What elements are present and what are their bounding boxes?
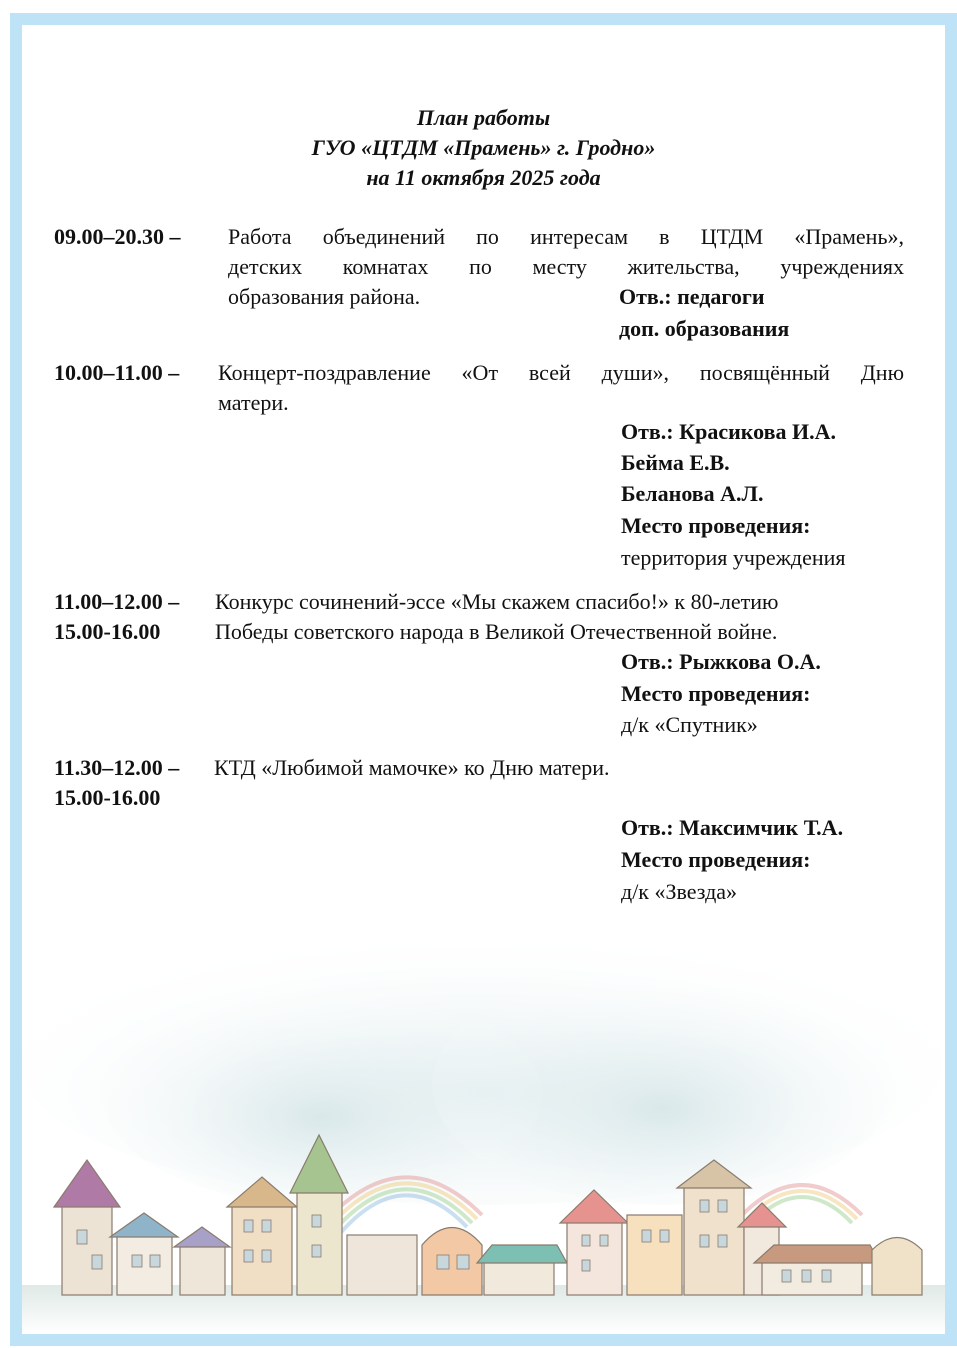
venue-label: Место проведения: [621,513,811,538]
title-line-2: ГУО «ЦТДМ «Прамень» г. Гродно» [311,135,656,160]
event-time: 09.00–20.30 – [54,224,181,249]
responsible: Отв.: Красикова И.А. [621,419,836,444]
venue-label: Место проведения: [621,847,811,872]
title-line-3: на 11 октября 2025 года [366,165,601,190]
responsible: Беланова А.Л. [621,481,764,506]
event-description: Концерт-поздравление «От всей души», посвящённый Дню [218,360,904,385]
venue-label: Место проведения: [621,681,811,706]
event-time: 10.00–11.00 – [54,360,180,385]
event-description: детских комнатах по месту жительства, учреждениях [228,254,904,279]
event-time: 11.00–12.00 – [54,589,180,614]
event-time: 15.00-16.00 [54,619,161,644]
event-description: матери. [218,390,289,415]
venue: д/к «Спутник» [621,712,758,737]
title-line-1: План работы [416,105,551,130]
event-time: 15.00-16.00 [54,785,161,810]
page-frame [10,13,957,1346]
event-description: образования района. [228,284,421,309]
responsible: Бейма Е.В. [621,450,730,475]
event-description: КТД «Любимой мамочке» ко Дню матери. [214,755,610,780]
event-description: Победы советского народа в Великой Отечественной войне. [215,619,778,644]
event-time: 11.30–12.00 – [54,755,180,780]
houses-illustration [22,915,945,1334]
responsible: доп. образования [619,316,790,341]
document-title [22,103,945,193]
responsible: Отв.: Рыжкова О.А. [621,649,821,674]
event-description: Работа объединений по интересам в ЦТДМ «Прамень», [228,224,904,249]
event-description: Конкурс сочинений-эссе «Мы скажем спасибо!» к 80-летию [215,589,779,614]
responsible: Отв.: Максимчик Т.А. [621,815,844,840]
venue: территория учреждения [621,545,846,570]
responsible: Отв.: педагоги [619,284,765,309]
venue: д/к «Звезда» [621,879,738,904]
